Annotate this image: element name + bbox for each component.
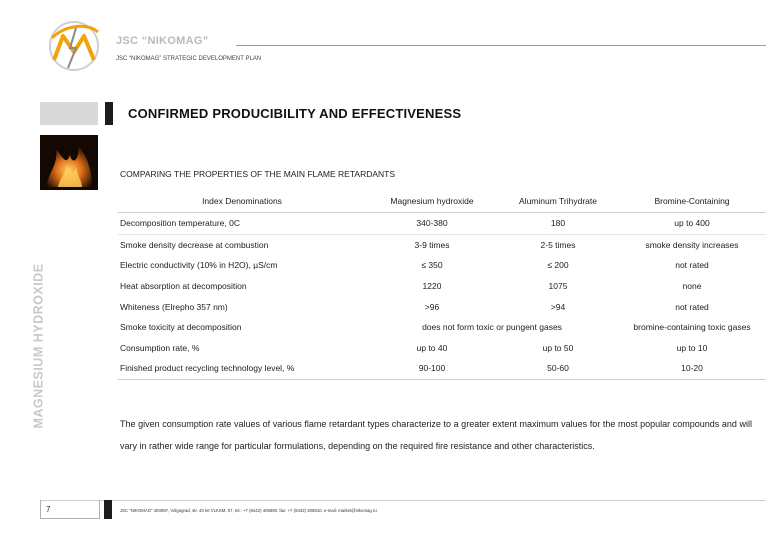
table-row — [118, 296, 766, 317]
footer-contact: JSC “NIKOMAG” 400087, Volgograd, str. 40 let VLKSM, 57, tel.: +7 (8442) 405890, fax: +7 (8442) 405810, e-mail: market@nikomag.ru — [120, 508, 377, 513]
cell-value: 10-20 — [618, 358, 766, 379]
cell-value: up to 40 — [416, 342, 448, 353]
properties-table — [118, 190, 766, 380]
comparison-title: COMPARING THE PROPERTIES OF THE MAIN FLAME RETARDANTS — [120, 169, 396, 179]
table-row — [118, 234, 766, 255]
header-divider — [236, 45, 766, 46]
footer-divider — [40, 500, 766, 501]
company-name: JSC “NIKOMAG” — [116, 35, 209, 47]
table-row — [118, 255, 766, 276]
cell-value: 90-100 — [366, 358, 498, 379]
cell-value: >96 — [424, 301, 440, 312]
cell-value: 340-380 — [416, 218, 448, 229]
company-logo — [46, 18, 102, 74]
row-label: Finished product recycling technology level, % — [118, 358, 366, 379]
vertical-product-label: MAGNESIUM HYDROXIDE — [32, 263, 47, 429]
table-row — [118, 338, 766, 359]
row-label: Heat absorption at decomposition — [120, 281, 247, 292]
cell-value: ≤ 350 — [421, 260, 443, 271]
cell-value: 1075 — [548, 281, 568, 292]
cell-value: up to 10 — [676, 342, 708, 353]
fire-image — [40, 135, 98, 190]
row-label: Smoke toxicity at decomposition — [120, 322, 242, 333]
cell-value: smoke density increases — [618, 234, 766, 255]
table-row — [118, 276, 766, 297]
cell-value: ≤ 200 — [547, 260, 569, 271]
document-subtitle: JSC “NIKOMAG” STRATEGIC DEVELOPMENT PLAN — [116, 56, 262, 62]
column-header: Index Denominations — [202, 196, 282, 206]
cell-value: does not form toxic or pungent gases — [422, 322, 562, 333]
table-row — [118, 213, 766, 235]
column-header: Aluminum Trihydrate — [519, 196, 597, 206]
cell-value: 3-9 times — [366, 234, 498, 255]
cell-value: >94 — [550, 301, 566, 312]
cell-value: not rated — [675, 260, 709, 271]
row-label: Whiteness (Elrepho 357 nm) — [120, 301, 228, 312]
cell-value: not rated — [675, 301, 709, 312]
column-header: Bromine-Containing — [654, 196, 730, 206]
table-row — [118, 317, 766, 338]
footnote-paragraph: The given consumption rate values of various flame retardant types characterize to a greater extent maximum values for the most popular compounds and will vary in rather wide range for particular formulations, depending on the required fire resistance and other characteristics. — [120, 419, 752, 451]
cell-value: 1220 — [422, 281, 442, 292]
title-accent-bar — [105, 102, 113, 125]
cell-value: up to 400 — [674, 218, 710, 229]
footer-accent-bar — [104, 500, 112, 519]
cell-value: 2-5 times — [498, 234, 618, 255]
cell-value: up to 50 — [542, 342, 574, 353]
table-header-row — [118, 190, 766, 213]
row-label: Electric conductivity (10% in H2O), µS/cm — [120, 260, 278, 271]
row-label: Smoke density decrease at combustion — [118, 234, 366, 255]
column-header: Magnesium hydroxide — [390, 196, 474, 206]
cell-value: bromine-containing toxic gases — [633, 322, 751, 333]
row-label: Consumption rate, % — [120, 342, 200, 353]
cell-value: 180 — [550, 218, 566, 229]
section-title: CONFIRMED PRODUCIBILITY AND EFFECTIVENESS — [128, 106, 462, 121]
page-number: 7 — [46, 505, 51, 514]
table-row — [118, 358, 766, 379]
row-label: Decomposition temperature, 0C — [120, 218, 241, 229]
title-accent-block — [40, 102, 98, 125]
cell-value: none — [682, 281, 702, 292]
cell-value: 50-60 — [498, 358, 618, 379]
